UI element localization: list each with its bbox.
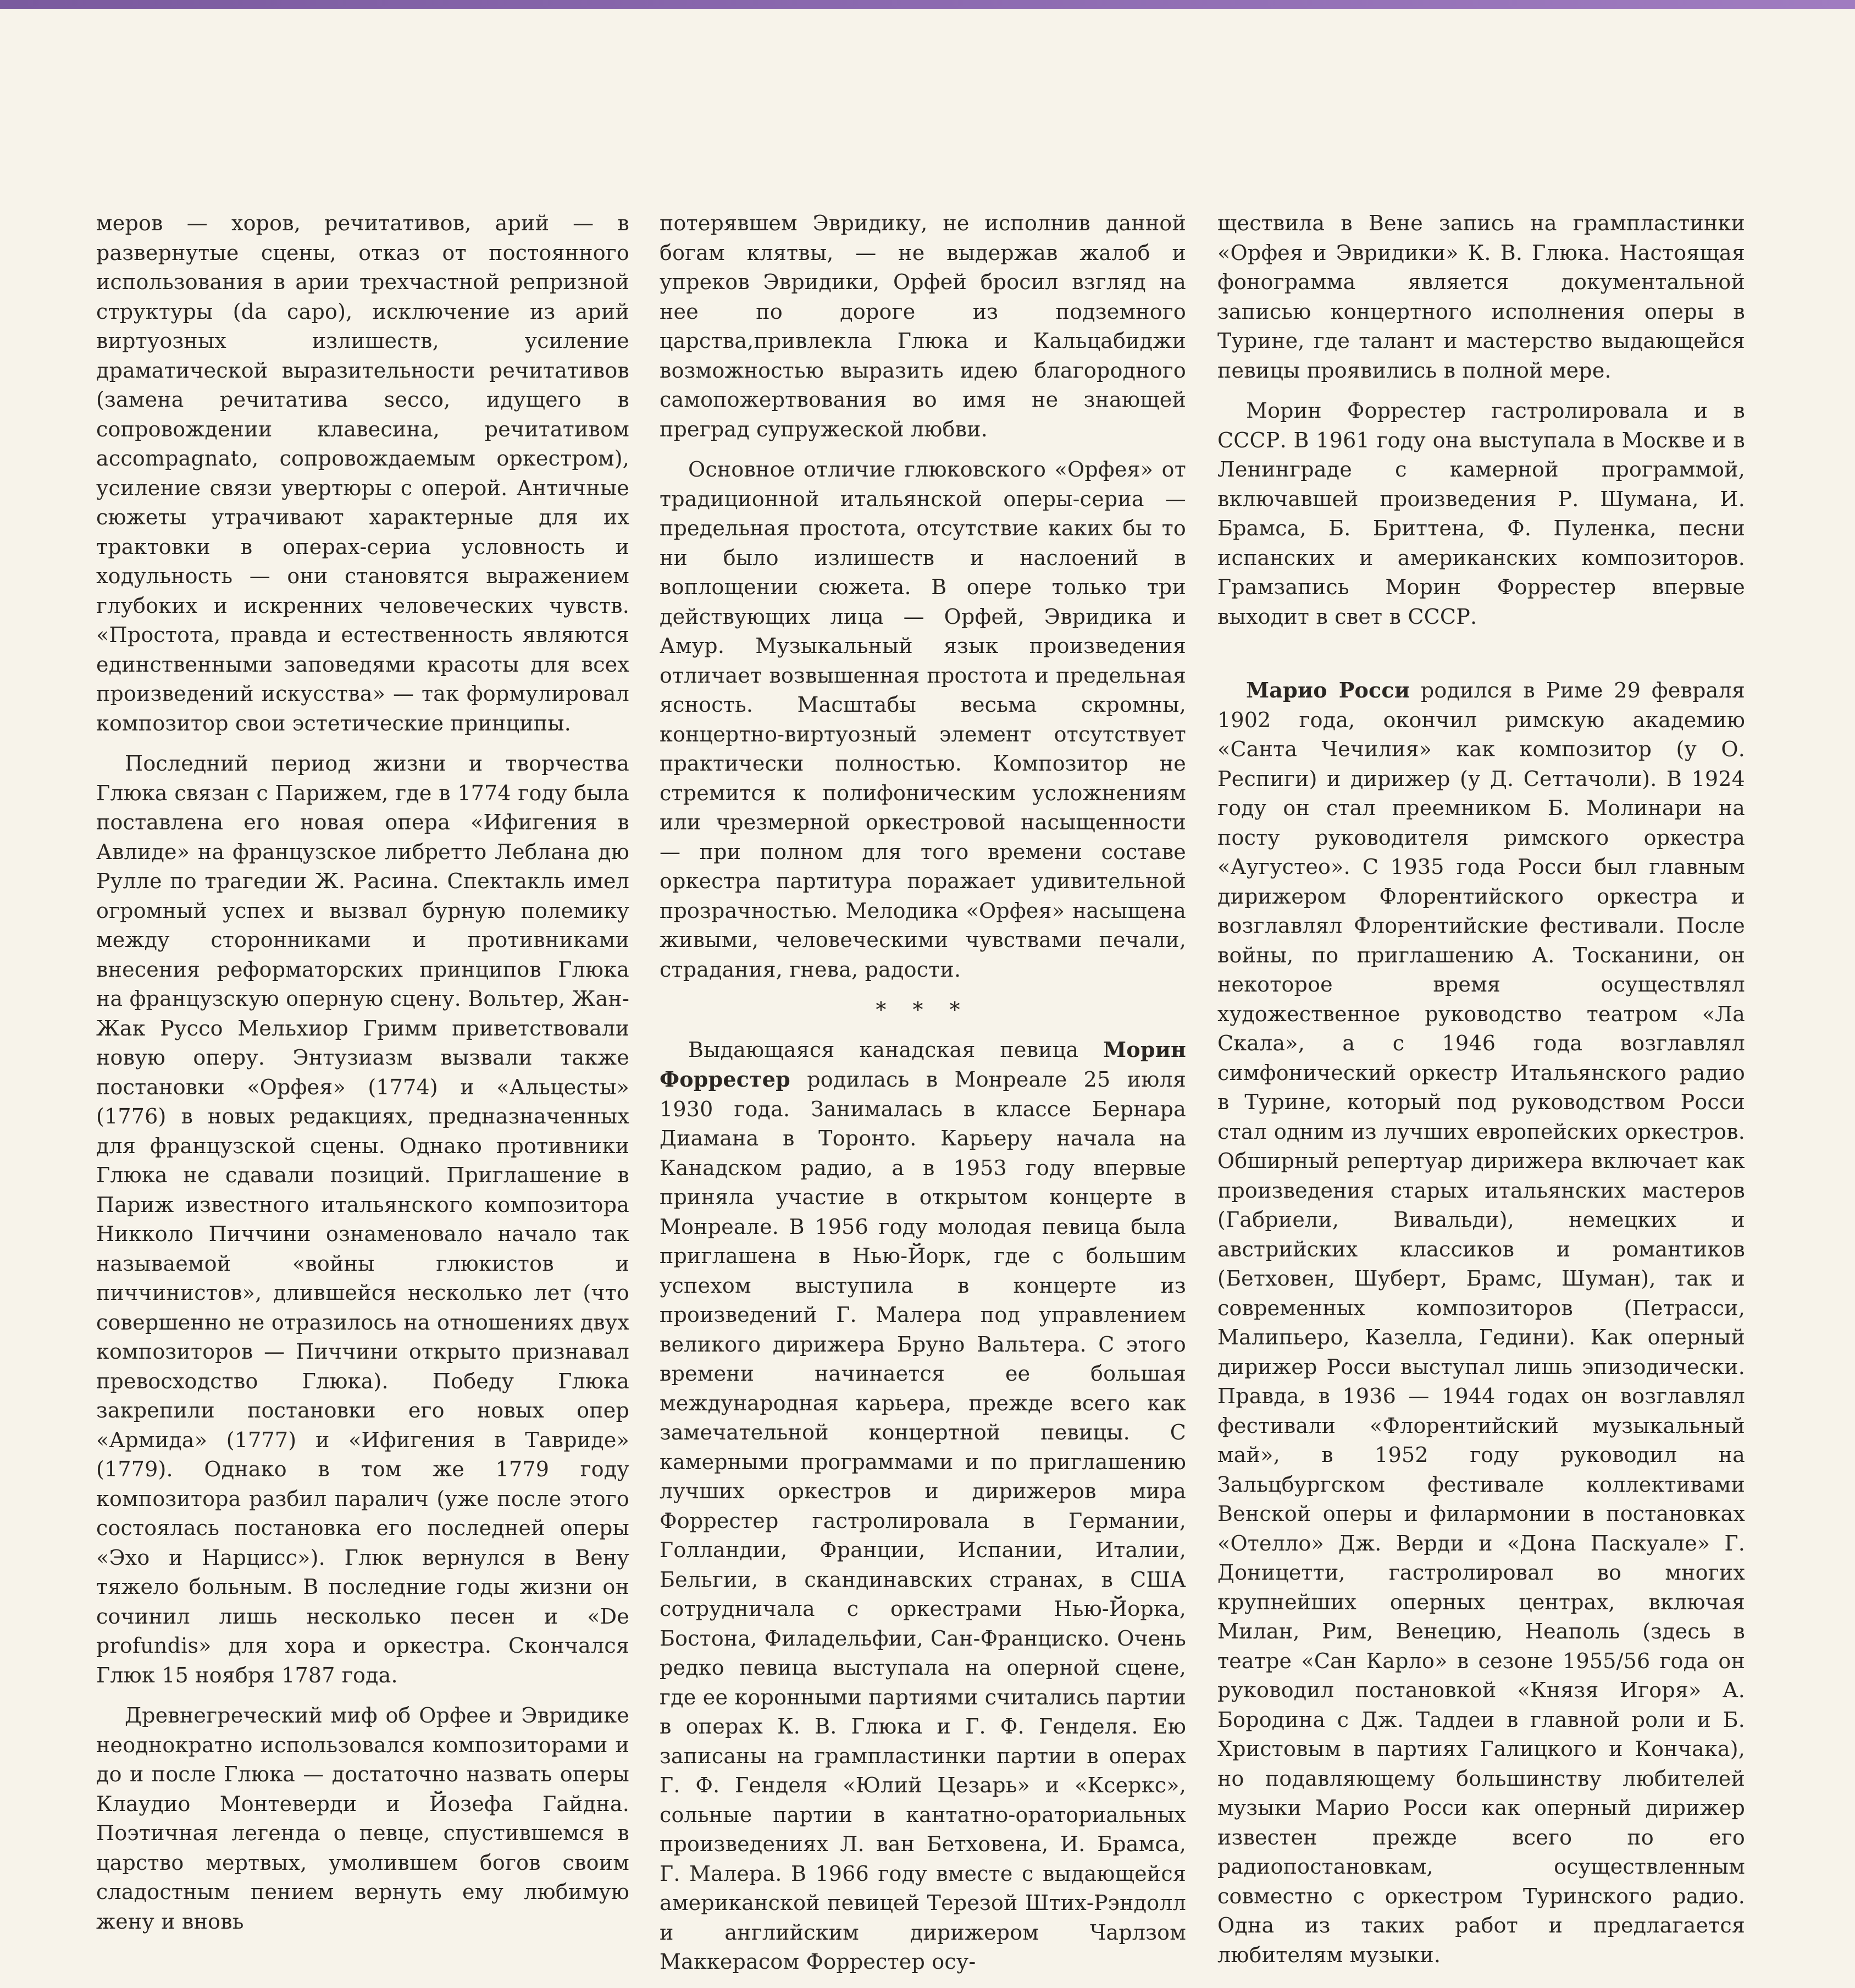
text-column-1 bbox=[96, 209, 629, 1947]
paragraph: ществила в Вене запись на грампластинки «Орфея и Эвридики» К. В. Глюка. Настоящая фонограмма является документальной записью концертного исполнения оперы в Турине, где талант и мастерство выдающейся певицы проявились в полной мере. bbox=[1217, 211, 1745, 383]
paragraph-body: родился в Риме 29 февраля 1902 года, окончил римскую академию «Санта Чечилия» как композитор (у О. Респиги) и дирижер (у Д. Сеттачоли). В 1924 году он стал преемником Б. Молинари на посту руководителя римского оркестра «Аугустео». С 1935 года Росси был главным дирижером Флорентийского оркестра и возглавлял Флорентийские фестивали. После войны, по приглашению А. Тосканини, он некоторое время осуществлял художественное руководство театром «Ла Скала», а с 1946 года возглавлял симфонический оркестр Итальянского радио в Турине, который под руководством Росси стал одним из лучших европейских оркестров. Обширный репертуар дирижера включает как произведения старых итальянских мастеров (Габриели, Вивальди), немецких и австрийских классиков и романтиков (Бетховен, Шуберт, Брамс, Шуман), так и современных композиторов (Петрасси, Малипьеро, Казелла, Гедини). Как оперный дирижер Росси выступал лишь эпизодически. Правда, в 1936 — 1944 годах он возглавлял фестивали «Флорентийский музыкальный май», в 1952 году руководил на Зальцбургском фестивале коллективами Венской оперы и филармонии в постановках «Отелло» Дж. Верди и «Дона Паскуале» Г. Доницетти, гастролировал во многих крупнейших оперных центрах, включая Милан, Рим, Венецию, Неаполь (здесь в театре «Сан Карло» в сезоне 1955/56 года он руководил постановкой «Князя Игоря» А. Бородина с Дж. Таддеи в главной роли и Б. Христовым в партиях Галицкого и Кончака), но подавляющему большинству любителей музыки Марио Росси как оперный дирижер известен прежде всего по его радиопостановкам, осуществленным совместно с оркестром Туринского радио. Одна из таких работ и предлагается любителям музыки. bbox=[1217, 678, 1745, 1967]
paragraph-lead: Выдающаяся канадская певица bbox=[688, 1037, 1079, 1062]
section-separator: * * * bbox=[876, 998, 970, 1022]
paragraph: Последний период жизни и творчества Глюка связан с Парижем, где в 1774 году была поставлена его новая опера «Ифигения в Авлиде» на французское либретто Леблана дю Рулле по трагедии Ж. Расина. Спектакль имел огромный успех и вызвал бурную полемику между сторонниками и противниками внесения реформаторских принципов Глюка на французскую оперную сцену. Вольтер, Жан-Жак Руссо Мельхиор Гримм приветствовали новую оперу. Энтузиазм вызвали также постановки «Орфея» (1774) и «Альцесты» (1776) в новых редакциях, предназначенных для французской сцены. Однако противники Глюка не сдавали позиций. Приглашение в Париж известного итальянского композитора Никколо Пиччини ознаменовало начало так называемой «войны глюкистов и пиччинистов», длившейся несколько лет (что совершенно не отразилось на отношениях двух композиторов — Пиччини открыто признавал превосходство Глюка). Победу Глюка закрепили постановки его новых опер «Армида» (1777) и «Ифигения в Тавриде» (1779). Однако в том же 1779 году композитора разбил паралич (уже после этого состоялась постановка его последней оперы «Эхо и Нарцисс»). Глюк вернулся в Вену тяжело больным. В последние годы жизни он сочинил лишь несколько песен и «De profundis» для хора и оркестра. Скончался Глюк 15 ноября 1787 года. bbox=[96, 751, 629, 1687]
paragraph: потерявшем Эвридику, не исполнив данной богам клятвы, — не выдержав жалоб и упреков Эвридики, Орфей бросил взгляд на нее по дороге из подземного царства,привлекла Глюка и Кальцабиджи возможностью выразить идею благородного самопожертвования во имя не знающей преград супружеской любви. bbox=[660, 211, 1186, 441]
paragraph: меров — хоров, речитативов, арий — в развернутые сцены, отказ от постоянного использования в арии трехчастной репризной структуры (da capo), исключение из арий виртуозных излишеств, усиление драматической выразительности речитативов (замена речитатива secco, идущего в сопровождении клавесина, речитативом accompagnato, сопровождаемым оркестром), усиление связи увертюры с оперой. Античные сюжеты утрачивают характерные для их трактовки в операх-сериа условность и ходульность — они становятся выражением глубоких и искренних человеческих чувств. «Простота, правда и естественность являются единственными заповедями красоты для всех произведений искусства» — так формулировал композитор свои эстетические принципы. bbox=[96, 211, 629, 735]
paragraph: Морин Форрестер гастролировала и в СССР. В 1961 году она выступала в Москве и в Ленинграде с камерной программой, включавшей произведения Р. Шумана, И. Брамса, Б. Бриттена, Ф. Пуленка, песни испанских и американских композиторов. Грамзапись Морин Форрестер впервые выходит в свет в СССР. bbox=[1217, 398, 1745, 629]
singer-name: Морин Форрестер bbox=[660, 1037, 1186, 1092]
text-column-2 bbox=[660, 209, 1186, 1988]
text-column-3 bbox=[1217, 209, 1745, 1981]
paragraph-forrester bbox=[660, 1035, 1186, 1977]
conductor-name: Марио Росси bbox=[1246, 678, 1410, 702]
spacer bbox=[1217, 643, 1745, 675]
paragraph: Древнегреческий миф об Орфее и Эвридике неоднократно использовался композиторами и до и после Глюка — достаточно назвать оперы Клаудио Монтеверди и Йозефа Гайдна. Поэтичная легенда о певце, спустившемся в царство мертвых, умолившем богов своим сладостным пением вернуть ему любимую жену и вновь bbox=[96, 1703, 629, 1934]
paragraph-rossi bbox=[1217, 675, 1745, 1970]
top-color-strip bbox=[0, 0, 1855, 9]
paragraph: Основное отличие глюковского «Орфея» от традиционной итальянской оперы-сериа — предельная простота, отсутствие каких бы то ни было излишеств и наслоений в воплощении сюжета. В опере только три действующих лица — Орфей, Эвридика и Амур. Музыкальный язык произведения отличает возвышенная простота и предельная ясность. Масштабы весьма скромны, концертно-виртуозный элемент отсутствует практически полностью. Композитор не стремится к полифоническим усложнениям или чрезмерной оркестровой насыщенности — при полном для того времени составе оркестра партитура поражает удивительной прозрачностью. Мелодика «Орфея» насыщена живыми, человеческими чувствами печали, страдания, гнева, радости. bbox=[660, 457, 1186, 982]
paragraph-body: родилась в Монреале 25 июля 1930 года. Занималась в классе Бернара Диамана в Торонто. Карьеру начала на Канадском радио, а в 1953 году впервые приняла участие в открытом концерте в Монреале. В 1956 году молодая певица была приглашена в Нью-Йорк, где с большим успехом выступила в концерте из произведений Г. Малера под управлением великого дирижера Бруно Вальтера. С этого времени начинается ее большая международная карьера, прежде всего как замечательной концертной певицы. С камерными программами и по приглашению лучших оркестров и дирижеров мира Форрестер гастролировала в Германии, Голландии, Франции, Испании, Италии, Бельгии, в скандинавских странах, в США сотрудничала с оркестрами Нью-Йорка, Бостона, Филадельфии, Сан-Франциско. Очень редко певица выступала на оперной сцене, где ее коронными партиями считались партии в операх К. В. Глюка и Г. Ф. Генделя. Ею записаны на грампластинки партии в операх Г. Ф. Генделя «Юлий Цезарь» и «Ксеркс», сольные партии в кантатно-ораториальных произведениях Л. ван Бетховена, И. Брамса, Г. Малера. В 1966 году вместе с выдающейся американской певицей Терезой Штих-Рэндолл и английским дирижером Чарлзом Маккерасом Форрестер осу- bbox=[660, 1067, 1187, 1974]
